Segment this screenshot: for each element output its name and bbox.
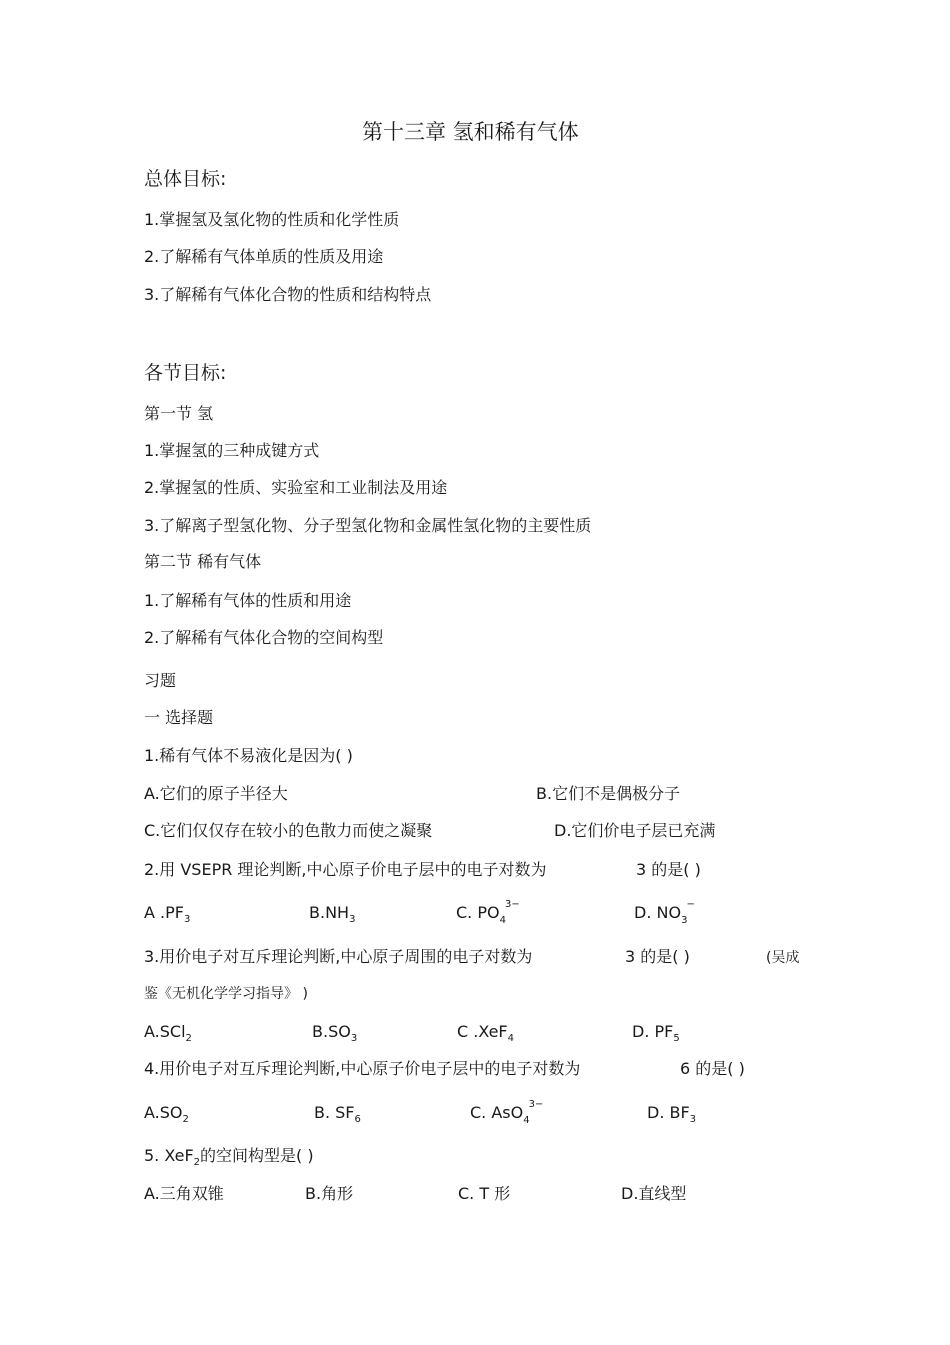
q4-b-subscript: 6: [354, 1114, 361, 1126]
q2-d-subscript: 3: [681, 915, 688, 926]
question-2-count: 3 的是( ): [636, 860, 701, 879]
section1-goal-3: 3.了解离子型氢化物、分子型氢化物和金属性氢化物的主要性质: [144, 516, 592, 535]
overall-goal-3: 3.了解稀有气体化合物的性质和结构特点: [144, 285, 432, 304]
section1-heading: 第一节 氢: [144, 404, 214, 423]
q5-subscript: 2: [193, 1157, 201, 1169]
q4-option-b: [314, 1103, 361, 1130]
q3-option-a: [144, 1022, 192, 1049]
section1-goal-2: 2.掌握氢的性质、实验室和工业制法及用途: [144, 478, 448, 497]
question-2-stem: 2.用 VSEPR 理论判断,中心原子价电子层中的电子对数为: [144, 860, 547, 879]
q1-option-b: B.它们不是偶极分子: [536, 784, 681, 803]
q2-option-b: [309, 903, 355, 930]
question-4-stem: 4.用价电子对互斥理论判断,中心原子价电子层中的电子对数为: [144, 1059, 581, 1078]
q3-d-subscript: 5: [673, 1033, 680, 1045]
q2-option-c: [456, 899, 520, 931]
q4-b-formula: B. SF: [314, 1103, 355, 1122]
overall-goal-2: 2.了解稀有气体单质的性质及用途: [144, 247, 384, 266]
part1-heading: 一 选择题: [144, 708, 214, 727]
question-4-count: 6 的是( ): [680, 1059, 745, 1078]
q3-option-b: [312, 1022, 357, 1049]
q4-c-ion-marks: [523, 1099, 544, 1131]
q4-c-charge: 3−: [528, 1099, 544, 1110]
q3-d-formula: D. PF: [632, 1022, 674, 1041]
question-5-stem: [144, 1146, 314, 1173]
question-3-source-note-cont: 鉴《无机化学学习指导》 ): [144, 986, 308, 1002]
page-title: 第十三章 氢和稀有气体: [362, 120, 579, 144]
q3-a-formula: A.SCl: [144, 1022, 186, 1041]
q2-option-d: [634, 899, 695, 931]
q4-option-d: [647, 1103, 696, 1130]
q3-c-subscript: 4: [507, 1033, 515, 1045]
q2-a-formula: A .PF: [144, 903, 184, 922]
exercises-heading: 习题: [144, 671, 177, 690]
q3-b-formula: B.SO: [312, 1022, 351, 1041]
overall-goal-1: 1.掌握氢及氢化物的性质和化学性质: [144, 210, 400, 229]
section2-heading: 第二节 稀有气体: [144, 552, 262, 571]
q2-d-ion-marks: [681, 899, 695, 931]
q5-stem-text: 的空间构型是( ): [200, 1146, 314, 1165]
q2-d-formula: D. NO: [634, 903, 682, 922]
q4-c-subscript: 4: [523, 1115, 530, 1126]
overall-goals-heading: 总体目标:: [144, 168, 227, 190]
question-1-stem: 1.稀有气体不易液化是因为( ): [144, 746, 353, 765]
q3-option-d: [632, 1022, 680, 1049]
q2-a-subscript: 3: [183, 914, 191, 926]
question-3-source-note: (吴成: [766, 950, 800, 966]
section2-goal-1: 1.了解稀有气体的性质和用途: [144, 591, 352, 610]
q4-option-a: [144, 1103, 189, 1130]
question-3-count: 3 的是( ): [625, 947, 690, 966]
question-3-stem: 3.用价电子对互斥理论判断,中心原子周围的电子对数为: [144, 947, 533, 966]
q2-b-formula: B.NH: [309, 903, 350, 922]
q5-formula: 5. XeF: [144, 1146, 194, 1165]
q1-option-c: C.它们仅仅存在较小的色散力而使之凝聚: [144, 821, 433, 840]
q1-option-a: A.它们的原子半径大: [144, 784, 288, 803]
q3-a-subscript: 2: [185, 1033, 192, 1045]
q2-c-subscript: 4: [499, 915, 506, 926]
q2-c-charge: 3−: [504, 899, 520, 910]
q5-option-b: B.角形: [305, 1184, 354, 1203]
section2-goal-2: 2.了解稀有气体化合物的空间构型: [144, 628, 384, 647]
q4-option-c: [470, 1099, 544, 1131]
q5-option-a: A.三角双锥: [144, 1184, 224, 1203]
q4-d-subscript: 3: [689, 1114, 697, 1126]
q5-option-c: C. T 形: [458, 1184, 511, 1203]
q4-d-formula: D. BF: [647, 1103, 690, 1122]
section1-goal-1: 1.掌握氢的三种成键方式: [144, 441, 320, 460]
q4-a-subscript: 2: [182, 1114, 189, 1126]
q3-b-subscript: 3: [350, 1033, 358, 1045]
q2-option-a: [144, 903, 190, 930]
q1-option-d: D.它们价电子层已充满: [554, 821, 716, 840]
q3-c-formula: C .XeF: [457, 1022, 508, 1041]
q2-c-formula: C. PO: [456, 903, 500, 922]
q2-b-subscript: 3: [349, 914, 356, 926]
q4-c-formula: C. AsO: [470, 1103, 524, 1122]
q3-option-c: [457, 1022, 514, 1049]
q2-d-charge: −: [686, 899, 695, 910]
q4-a-formula: A.SO: [144, 1103, 183, 1122]
q2-c-ion-marks: [499, 899, 520, 931]
q5-option-d: D.直线型: [621, 1184, 687, 1203]
section-goals-heading: 各节目标:: [144, 362, 227, 384]
